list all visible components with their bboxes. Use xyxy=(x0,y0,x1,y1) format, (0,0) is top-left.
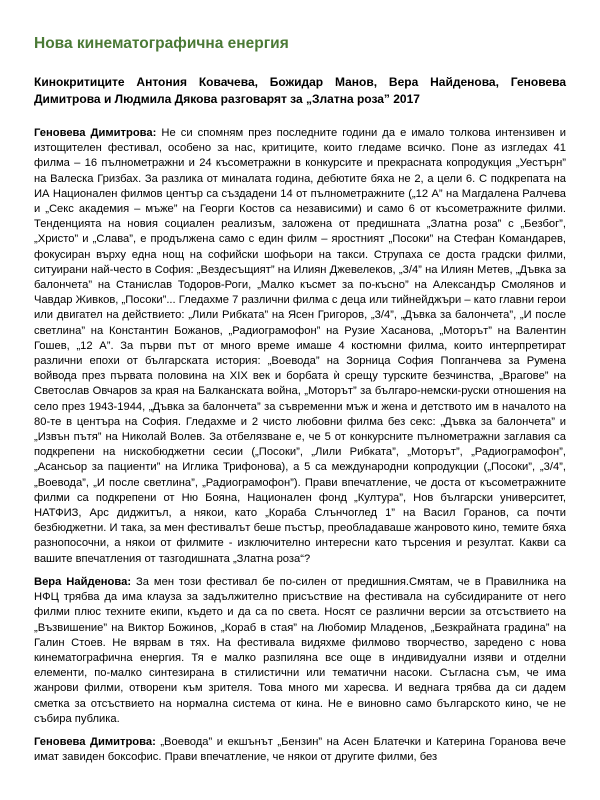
speaker-name: Геновева Димитрова: xyxy=(34,127,157,139)
paragraph-text: За мен този фестивал бе по-силен от предишния.Смятам, че в Правилника на НФЦ трябва да има клауза за задължително присъствие на фестивала на субсидираните от него филми плюс техните екипи, където и да са по света. Носят се различни версии за отсъствието на „Възвишение” на Виктор Божинов, „Кораб в стая” на Любомир Младенов, „Безкрайната градина” на Галин Стоев. Не вярвам в тях. На фестивала видяхме филмово творчество, заредено с нова кинематографична енергия. Тя е малко разпиляна все още в индивидуални изяви и отделни елементи, по-малко синтезирана в стилистични или тематични насоки. Съгласна съм, че има жанрови филми, отворени към зрителя. Това много ми харесва. И веднага трябва да си дадем сметка за отсъствието на нормална система от кина. Не е виновно само българското кино, че не събира публика. xyxy=(34,575,566,725)
interview-paragraph xyxy=(34,735,566,765)
paragraph-text: Не си спомням през последните години да е имало толкова интензивен и изтощителен фестивал, особено за нас, критиците, които гледаме всичко. Поне аз изгледах 41 филма – 16 пълнометражни и 24 късометражни в конкурсите и прекрасната копродукция „Уестърн” на Валеска Гризбах. За разлика от миналата година, дебютите бяха не 2, а цели 6. С подкрепата на ИА Национален филмов център са създадени 14 от пълнометражните („12 А” на Магдалена Ралчева и „Секс академия – мъже” на Георги Костов са независими) и само 6 от късометражните филми. Тенденцията на новия социален реализъм, заложена от предишната „Златна роза” с „Безбог”, „Христо” и „Слава”, е продължена само с един филм – яростният „Посоки” на Стефан Командарев, фокусиран върху една нощ на софийски шофьори на такси. Струпаха се доста градски филми, ситуирани най-често в София: „Вездесъщият” на Илиян Джевелеков, „3/4” на Илиян Метев, „Дъвка за балончета” на Станислав Тодоров-Роги, „Малко късмет за по-късно” на Александър Смолянов и Чавдар Живков, „Посоки”... Гледахме 7 различни филма с деца или тийнейджъри – като главни герои или двигател на действието: „Лили Рибката” на Ясен Григоров, „3/4”, „Дъвка за балончета”, „И после светлина” на Константин Божанов, „Радиограмофон” на Рузие Хасанова, „Моторът” на Валентин Гошев, „12 А”. За първи път от много време имаше 4 костюмни филма, които интерпретират различни епохи от българската история: „Воевода” на Зорница София Попганчева за Румена войвода през първата половина на XIX век и борбата ѝ срещу турските безчинства, „Врагове” на Светослав Овчаров за края на Балканската война, „Моторът” за българо-немски-руски отношения на село през 1943-1944, „Дъвка за балончета” за съвременни мъж и жена и детството им в началото на 80-те в центъра на София. Гледахме и 2 чисто любовни филма без секс: „Дъвка за балончета” и „Извън пътя” на Николай Волев. За отбелязване е, че 5 от конкурсните пълнометражни заглавия са подкрепени на нискобюджетни сесии („Посоки”, „Лили Рибката”, „Моторът”, „Радиограмофон”, „Асансьор за пациенти” на Иглика Трифонова), а 5 са международни копродукции („Посоки”, „3/4”, „Воевода”, „И после светлина”, „Радиограмофон”). Прави впечатление, че доста от късометражните филми са подкрепени от Ню Бояна, Национален фонд „Култура”, Нов български университет, НАТФИЗ, Арс диджитъл, а някои, като „Кораба Слънчоглед 1” на Васил Горанов, са почти безбюджетни. И така, за мен фестивалът беше пъстър, преобладаваше жанровото кино, темите бяха разнопосочни, а някои от филмите - изключително интересни като търсения и резултат. Какви са вашите впечатления от тазгодишната „Златна роза“? xyxy=(34,127,566,565)
article-body xyxy=(34,126,566,773)
article-subtitle: Кинокритиците Антония Ковачева, Божидар Манов, Вера Найденова, Геновева Димитрова и Людмила Дякова разговарят за „Златна роза” 2017 xyxy=(34,75,566,106)
interview-paragraph xyxy=(34,126,566,567)
speaker-name: Вера Найденова: xyxy=(34,575,132,588)
paragraph-text: „Воевода” и екшънът „Бензин” на Асен Блатечки и Катерина Горанова вече имат завиден боксофис. Прави впечатление, че някои от другите филми, без xyxy=(34,735,566,764)
speaker-name: Геновева Димитрова: xyxy=(34,735,156,748)
article-title: Нова кинематографична енергия xyxy=(34,35,289,52)
interview-paragraph xyxy=(34,575,566,727)
